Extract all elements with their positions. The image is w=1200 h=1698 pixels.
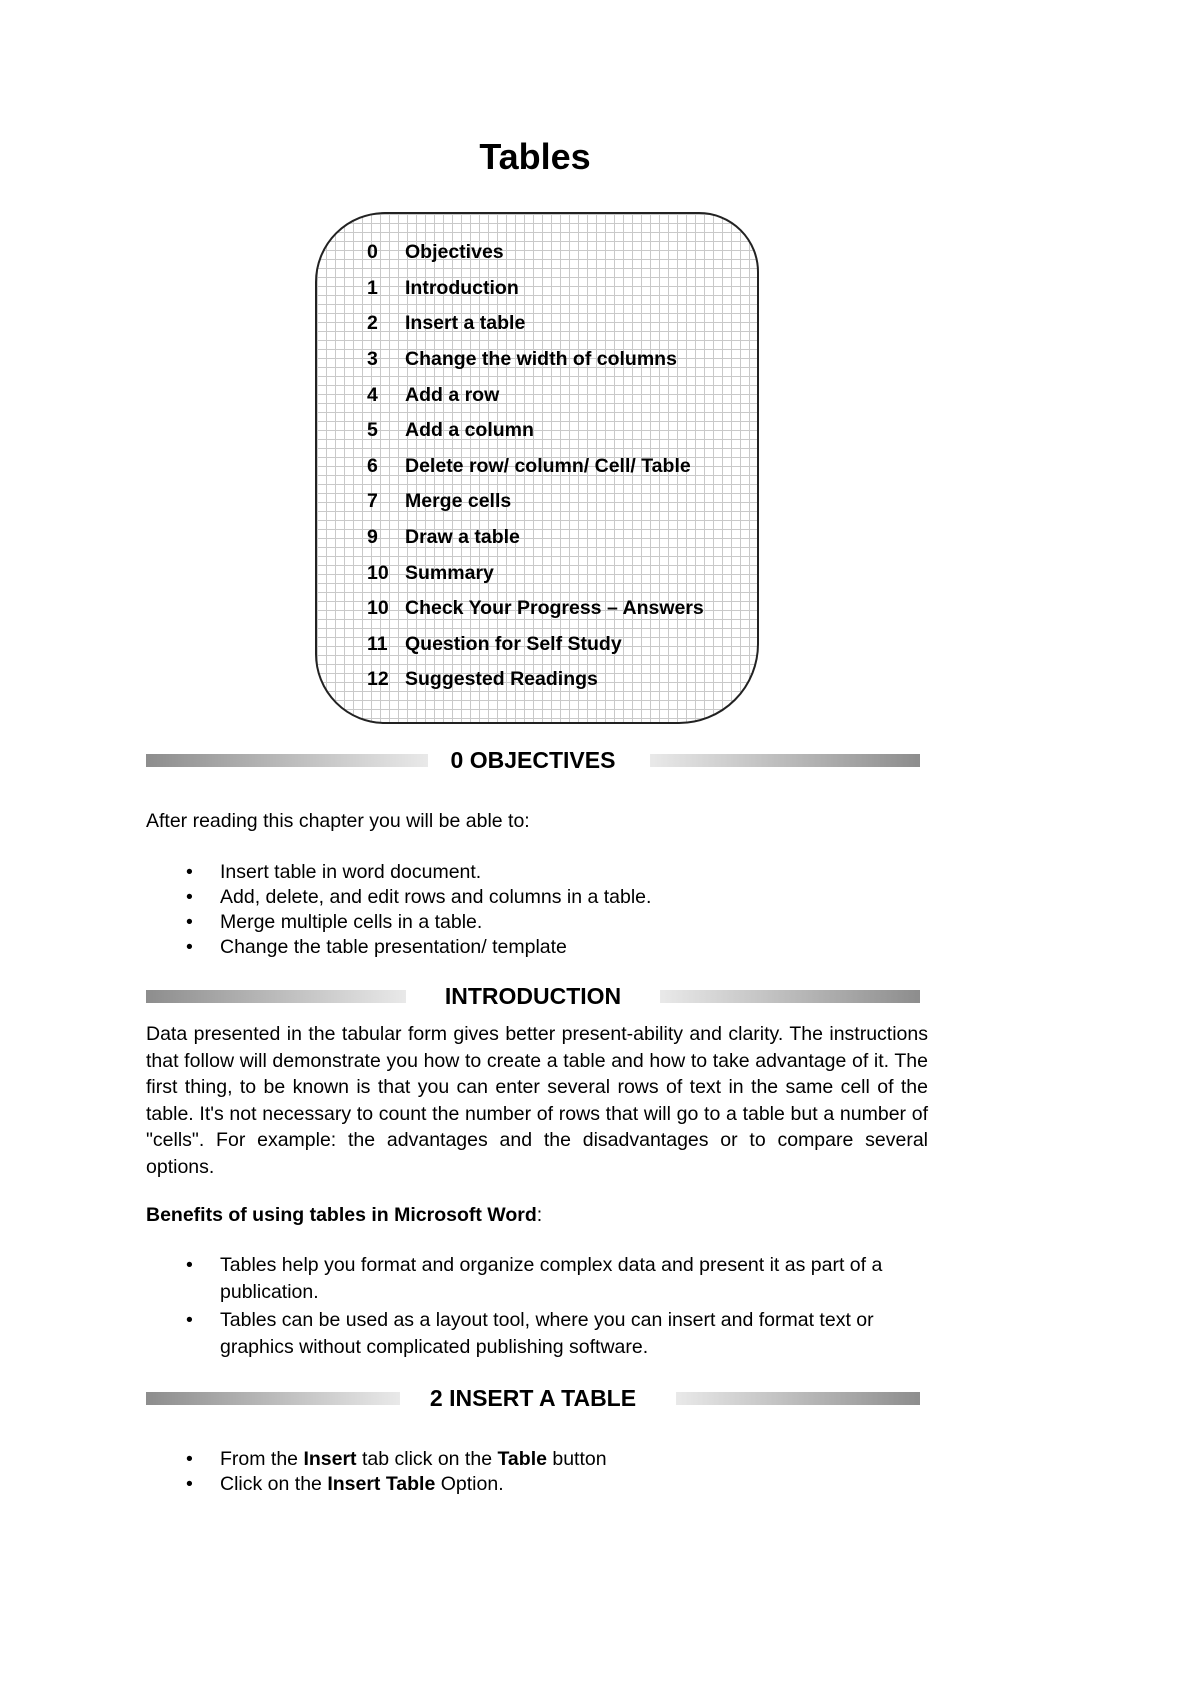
- list-item: • Insert table in word document.: [146, 860, 928, 885]
- benefits-list: [146, 1252, 928, 1361]
- toc-item: [367, 520, 704, 556]
- toc-number: 10: [367, 561, 389, 584]
- table-of-contents: [315, 212, 759, 724]
- toc-item: [367, 306, 704, 342]
- step-emphasis: Insert Table: [327, 1473, 436, 1495]
- toc-number: 5: [367, 419, 378, 442]
- list-item: [146, 1447, 928, 1472]
- list-item: • Change the table presentation/ template: [146, 935, 928, 960]
- toc-item: [367, 662, 704, 698]
- toc-label: Objectives: [405, 241, 504, 264]
- toc-label: Introduction: [405, 276, 519, 299]
- list-item: • Add, delete, and edit rows and columns in a table.: [146, 885, 928, 910]
- toc-item: [367, 449, 704, 485]
- toc-label: Check Your Progress – Answers: [405, 597, 704, 620]
- toc-item: [367, 377, 704, 413]
- toc-label: Merge cells: [405, 490, 512, 513]
- step-text: From the: [220, 1448, 304, 1470]
- toc-number: 11: [367, 632, 388, 655]
- step-text: button: [546, 1448, 607, 1470]
- list-item: [146, 1472, 928, 1497]
- introduction-paragraph: Data presented in the tabular form gives better present-ability and clarity. The instructions that follow will demonstrate you how to create a table and how to take advantage of it. The first thing, to be known is that you can enter several rows of text in the same cell of the table. It's not necessary to count the number of rows that will go to a table but a number of "cells". For example: the advantages and the disadvantages or to compare several options.: [146, 1023, 928, 1178]
- section-title: INTRODUCTION: [444, 983, 622, 1009]
- toc-label: Suggested Readings: [405, 668, 598, 691]
- insert-steps-list: [146, 1447, 928, 1497]
- toc-item: [367, 271, 704, 307]
- toc-item: [367, 555, 704, 591]
- toc-list: [367, 235, 704, 698]
- list-item: • Merge multiple cells in a table.: [146, 910, 928, 935]
- page-title: Tables: [479, 136, 591, 177]
- step-emphasis: Insert: [303, 1448, 357, 1470]
- toc-number: 12: [367, 668, 389, 691]
- section-title: 0 OBJECTIVES: [450, 747, 616, 773]
- toc-number: 2: [367, 312, 378, 335]
- benefits-heading: [146, 1202, 928, 1229]
- toc-number: 7: [367, 490, 378, 513]
- list-item: • Tables can be used as a layout tool, where you can insert and format text or graphics without complicated publishing software.: [146, 1307, 928, 1361]
- section-heading-objectives: [146, 745, 920, 775]
- toc-number: 0: [367, 241, 378, 264]
- toc-item: [367, 627, 704, 663]
- toc-label: Add a row: [405, 383, 500, 406]
- step-emphasis: Table: [497, 1448, 547, 1470]
- toc-label: Change the width of columns: [405, 348, 677, 371]
- benefits-colon: :: [536, 1204, 543, 1226]
- step-text: Option.: [435, 1473, 504, 1495]
- toc-label: Summary: [405, 561, 494, 584]
- toc-item: [367, 235, 704, 271]
- toc-item: [367, 591, 704, 627]
- toc-label: Delete row/ column/ Cell/ Table: [405, 454, 691, 477]
- toc-label: Question for Self Study: [405, 632, 622, 655]
- toc-item: [367, 484, 704, 520]
- toc-number: 3: [367, 348, 378, 371]
- benefits-label: Benefits of using tables in Microsoft Word: [146, 1204, 537, 1226]
- toc-label: Insert a table: [405, 312, 526, 335]
- toc-number: 4: [367, 383, 378, 406]
- toc-label: Draw a table: [405, 526, 520, 549]
- toc-number: 10: [367, 597, 389, 620]
- section-heading-introduction: [146, 981, 920, 1011]
- step-text: tab click on the: [356, 1448, 498, 1470]
- toc-item: [367, 342, 704, 378]
- toc-number: 9: [367, 526, 378, 549]
- toc-number: 1: [367, 276, 378, 299]
- section-title: 2 INSERT A TABLE: [429, 1385, 637, 1411]
- objectives-intro: After reading this chapter you will be able to:: [146, 810, 530, 832]
- toc-number: 6: [367, 454, 378, 477]
- list-item: • Tables help you format and organize complex data and present it as part of a publication.: [146, 1252, 928, 1306]
- objectives-list: [146, 860, 928, 960]
- section-heading-insert-table: [146, 1383, 920, 1413]
- toc-label: Add a column: [405, 419, 534, 442]
- toc-item: [367, 413, 704, 449]
- step-text: Click on the: [220, 1473, 328, 1495]
